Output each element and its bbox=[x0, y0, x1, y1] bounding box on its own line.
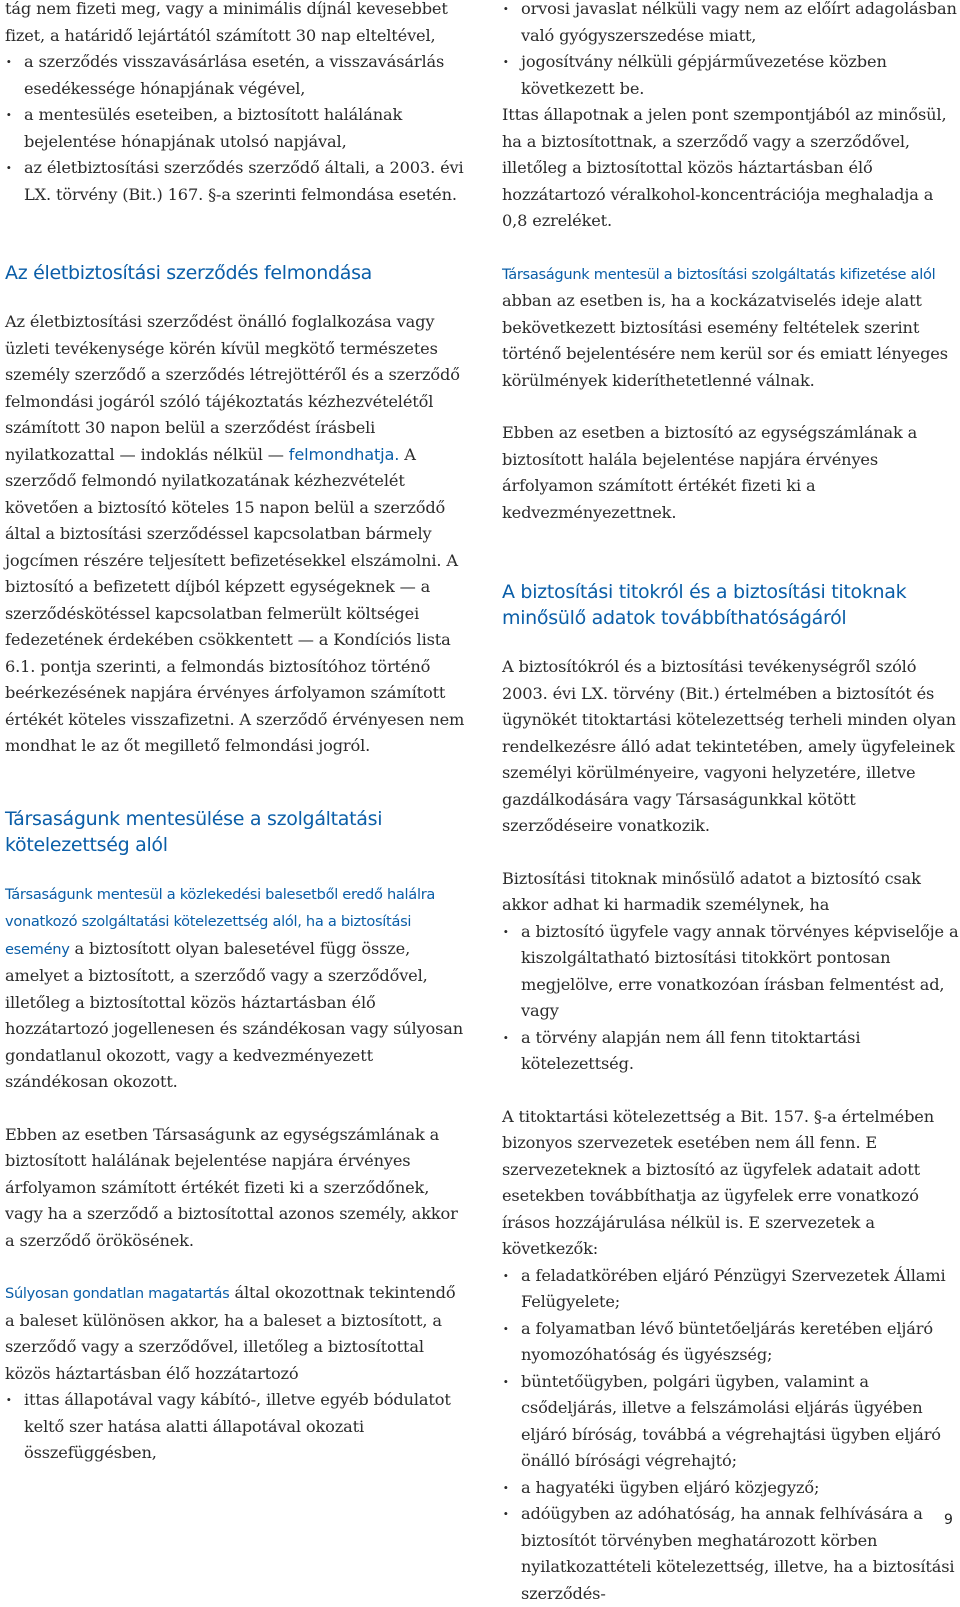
intro-paragraph: tág nem fizeti meg, vagy a minimális díjnál kevesebbet fizet, a határidő lejártától számított 30 nap elteltével, bbox=[5, 0, 465, 49]
paragraph-felmondas bbox=[5, 309, 465, 760]
section-heading-mentesules: Társaságunk mentesülése a szolgáltatási kötelezettség alól bbox=[5, 806, 465, 858]
list-item: · a mentesülés eseteiben, a biztosított halálának bejelentése hónapjának utolsó napjával, bbox=[5, 102, 465, 155]
paragraph-ittas: Ittas állapotnak a jelen pont szempontjából az minősül, ha a biztosítottnak, a szerződő vagy a szerződővel, illetőleg a biztosítottal közös háztartásban élő hozzátartozó véralkohol-koncentrációja meghaladja a 0,8 ezreléket. bbox=[502, 102, 960, 235]
paragraph-lead: Súlyosan gondatlan magatartás bbox=[5, 1285, 229, 1302]
list-item: · a feladatkörében eljáró Pénzügyi Szervezetek Állami Felügyelete; bbox=[502, 1263, 960, 1316]
list-item: · adóügyben az adóhatóság, ha annak felhívására a biztosítót törvényben meghatározott körben nyilatkozattételi kötelezettség, illetve, ha a biztosítási szerződés- bbox=[502, 1501, 960, 1607]
list-item: · jogosítvány nélküli gépjárművezetése közben következett be. bbox=[502, 49, 960, 102]
paragraph-ebben: Ebben az esetben Társaságunk az egységszámlának a biztosított halálának bejelentése napjára érvényes árfolyamon számított értékét fizeti ki a szerződőnek, vagy ha a szerződő a biztosítottal azonos személy, akkor a szerződő örökösének. bbox=[5, 1122, 465, 1255]
sulyosan-bullet-list bbox=[5, 1387, 465, 1467]
section-heading-titok: A biztosítási titokról és a biztosítási titoknak minősülő adatok továbbíthatóságáról bbox=[502, 579, 960, 631]
section-heading-felmondas: Az életbiztosítási szerződés felmondása bbox=[5, 260, 465, 286]
paragraph-lead: Társaságunk mentesül a közlekedési balesetből eredő halálra vonatkozó szolgáltatási kötelezettség alól, ha a biztosítási esemény bbox=[5, 886, 435, 958]
list-item: · a törvény alapján nem áll fenn titoktartási kötelezettség. bbox=[502, 1025, 960, 1078]
titok-bullet-list bbox=[502, 919, 960, 1078]
paragraph-szervezetek: A titoktartási kötelezettség a Bit. 157. §-a értelmében bizonyos szervezetek esetében nem áll fenn. E szervezeteknek a biztosító az ügyfelek adatait adott esetekben továbbíthatja az ügyfelek erre vonatkozó írásos hozzájárulása nélkül is. E szervezetek a következők: bbox=[502, 1104, 960, 1263]
list-item: · ittas állapotával vagy kábító-, illetve egyéb bódulatot keltő szer hatása alatti állapotával okozati összefüggésben, bbox=[5, 1387, 465, 1467]
paragraph-text: Az életbiztosítási szerződést önálló foglalkozása vagy üzleti tevékenysége körén kívül megkötő természetes személy szerződő a szerződés létrejöttéről és a szerződő felmondási jogáról szóló tájékoztatás kézhezvételétől számított 30 napon belül a szerződést írásbeli nyilatkozattal — indoklás nélkül — bbox=[5, 312, 460, 464]
paragraph-ebben-right: Ebben az esetben a biztosító az egységszámlának a biztosított halála bejelentése napjára érvényes árfolyamon számított értékét fizeti ki a kedvezményezettnek. bbox=[502, 420, 960, 526]
list-item: · a biztosító ügyfele vagy annak törvényes képviselője a kiszolgáltatható biztosítási titokkört pontosan megjelölve, erre vonatkozóan írásban felmentést ad, vagy bbox=[502, 919, 960, 1025]
top-bullet-list bbox=[502, 0, 960, 102]
felmondhatja-link[interactable]: felmondhatja. bbox=[289, 445, 400, 464]
paragraph-text: abban az esetben is, ha a kockázatviselés ideje alatt bekövetkezett biztosítási esemény feltételek szerint történő bejelentésére nem kerül sor és emiatt lényeges körülmények kideríthetetlenné válnak. bbox=[502, 291, 948, 390]
list-item: · büntetőügyben, polgári ügyben, valamint a csődeljárás, illetve a felszámolási eljárás ügyében eljáró bíróság, továbbá a végrehajtási ügyben eljáró önálló bírósági végrehajtó; bbox=[502, 1369, 960, 1475]
left-column bbox=[5, 0, 465, 1467]
paragraph-sulyosan bbox=[5, 1280, 465, 1387]
paragraph-mentesul bbox=[5, 881, 465, 1096]
list-item: · a folyamatban lévő büntetőeljárás keretében eljáró nyomozóhatóság és ügyészség; bbox=[502, 1316, 960, 1369]
paragraph-bit: A biztosítókról és a biztosítási tevékenységről szóló 2003. évi LX. törvény (Bit.) értelmében a biztosítót és ügynökét titoktartási kötelezettség terheli minden olyan rendelkezésre álló adat tekintetében, amely ügyfeleinek személyi körülményeire, vagyoni helyzetére, illetve gazdálkodására vagy Társaságunkkal kötött szerződéseire vonatkozik. bbox=[502, 654, 960, 840]
paragraph-text: a biztosított olyan balesetével függ össze, amelyet a biztosított, a szerződő vagy a szerződővel, illetőleg a biztosítottal közös háztartásban élő hozzátartozó jogellenesen és szándékosan vagy súlyosan gondatlanul okozott, vagy a kedvezményezett szándékosan okozott. bbox=[5, 939, 463, 1092]
paragraph-lead: Társaságunk mentesül a biztosítási szolgáltatás kifizetése alól bbox=[502, 266, 935, 283]
list-item: · a hagyatéki ügyben eljáró közjegyző; bbox=[502, 1475, 960, 1502]
page-number: 9 bbox=[944, 1512, 953, 1528]
paragraph-text: által okozottnak tekintendő a baleset különösen akkor, ha a baleset a biztosított, a szerződő vagy a szerződővel, illetőleg a biztosítottal közös háztartásban élő hozzátartozó bbox=[5, 1283, 455, 1383]
szervezetek-bullet-list bbox=[502, 1263, 960, 1607]
list-item: · a szerződés visszavásárlása esetén, a visszavásárlás esedékessége hónapjának végével, bbox=[5, 49, 465, 102]
paragraph-text: A szerződő felmondó nyilatkozatának kézhezvételét követően a biztosító köteles 15 napon belül a szerződő által a biztosítási szerződéssel kapcsolatban bármely jogcímen részére teljesített befizetésekkel elszámolni. A biztosító a befizetett díjból képzett egységeknek — a szerződéskötéssel kapcsolatban felmerült költségei fedezetének érdekében csökkentett — a Kondíciós lista 6.1. pontja szerinti, a felmondás biztosítóhoz történő beérkezésének napjára érvényes árfolyamon számított értékét köteles visszafizetni. A szerződő érvényesen nem mondhat le az őt megillető felmondási jogról. bbox=[5, 445, 464, 756]
list-item: · az életbiztosítási szerződés szerződő általi, a 2003. évi LX. törvény (Bit.) 167. §-a szerinti felmondása esetén. bbox=[5, 155, 465, 208]
right-column bbox=[502, 0, 960, 1607]
list-item: · orvosi javaslat nélküli vagy nem az előírt adagolásban való gyógyszerszedése miatt, bbox=[502, 0, 960, 49]
paragraph-titok-kiadas: Biztosítási titoknak minősülő adatot a biztosító csak akkor adhat ki harmadik személynek, ha bbox=[502, 866, 960, 919]
paragraph-mentesul-kifizetes bbox=[502, 261, 960, 395]
intro-bullet-list bbox=[5, 49, 465, 208]
